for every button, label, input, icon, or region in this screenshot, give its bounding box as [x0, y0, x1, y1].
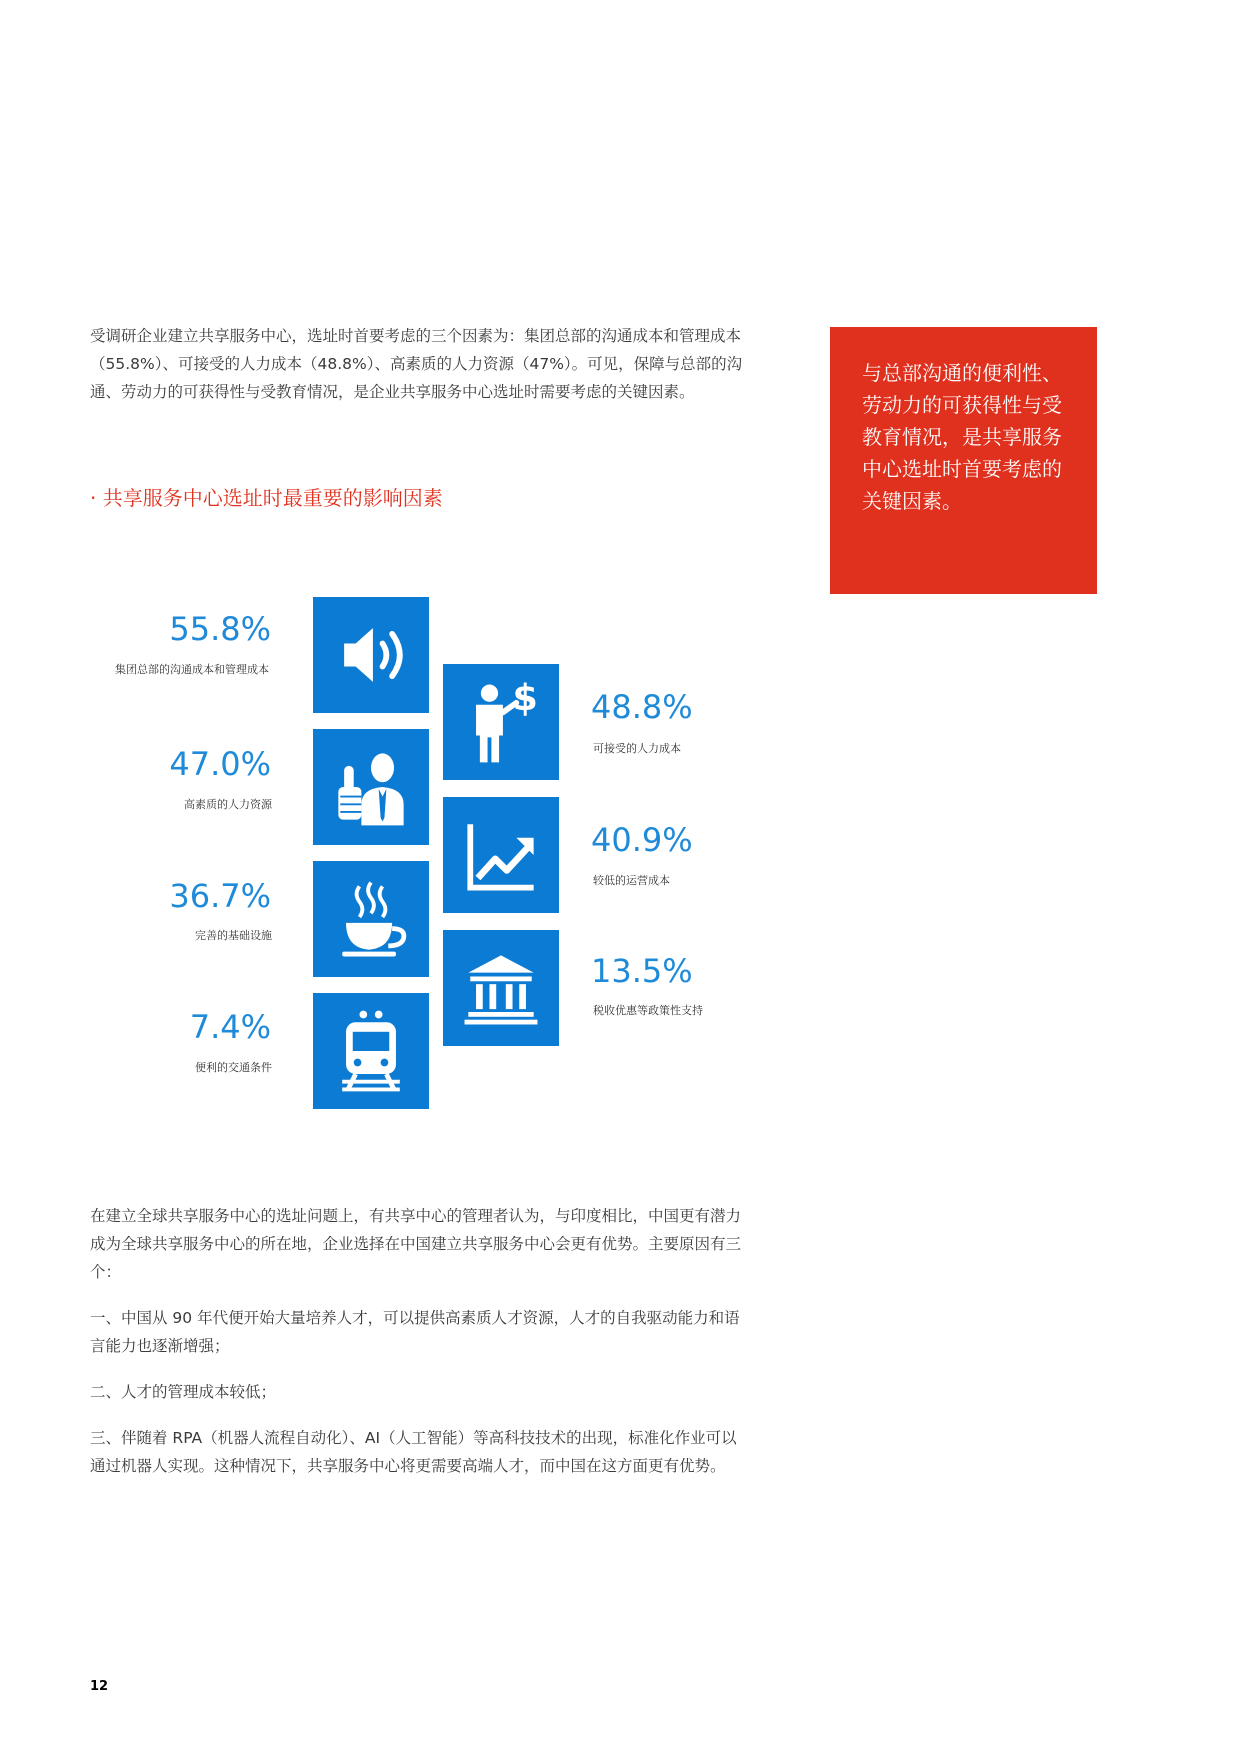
body-paragraph: 三、伴随着 RPA（机器人流程自动化）、AI（人工智能）等高科技技术的出现，标准化作业可以通过机器人实现。这种情况下，共享服务中心将更需要高端人才，而中国在这方面更有优势。: [90, 1429, 737, 1475]
train-icon: [323, 1003, 419, 1099]
factor-value: 13.5%: [591, 952, 693, 990]
trend-chart-tile: [443, 797, 559, 913]
train-tile: [313, 993, 429, 1109]
factor-label: 税收优惠等政策性支持: [593, 1004, 703, 1017]
businessman-dollar-icon: [453, 674, 549, 770]
thumbs-up-person-icon: [323, 739, 419, 835]
section-title: · 共享服务中心选址时最重要的影响因素: [90, 486, 443, 510]
hot-cup-icon: [323, 871, 419, 967]
government-building-icon: [453, 940, 549, 1036]
factor-label: 可接受的人力成本: [593, 742, 681, 755]
factor-value: 47.0%: [169, 745, 271, 783]
factor-label: 高素质的人力资源: [184, 798, 272, 811]
callout-box: [830, 327, 1097, 594]
factor-value: 55.8%: [169, 610, 271, 648]
factor-label: 完善的基础设施: [195, 929, 272, 942]
speaker-icon-tile: [313, 597, 429, 713]
trend-chart-icon: [453, 807, 549, 903]
factor-label: 集团总部的沟通成本和管理成本: [115, 663, 269, 676]
factor-value: 36.7%: [169, 877, 271, 915]
page-number: 12: [90, 1679, 109, 1694]
factor-value: 40.9%: [591, 821, 693, 859]
government-building-tile: [443, 930, 559, 1046]
intro-paragraph: 受调研企业建立共享服务中心，选址时首要考虑的三个因素为：集团总部的沟通成本和管理成本（55.8%）、可接受的人力成本（48.8%）、高素质的人力资源（47%）。可见，保障与总部的沟通、劳动力的可获得性与受教育情况，是企业共享服务中心选址时需要考虑的关键因素。: [90, 327, 743, 401]
body-paragraph: 一、中国从 90 年代便开始大量培养人才，可以提供高素质人才资源，人才的自我驱动能力和语言能力也逐渐增强；: [90, 1309, 740, 1355]
factor-value: 48.8%: [591, 688, 693, 726]
body-text: [90, 1202, 750, 1480]
svg-text:$: $: [512, 676, 538, 720]
thumbs-up-person-tile: [313, 729, 429, 845]
body-paragraph: 二、人才的管理成本较低；: [90, 1383, 277, 1401]
factor-value: 7.4%: [189, 1008, 271, 1046]
factor-label: 较低的运营成本: [593, 874, 670, 887]
factor-label: 便利的交通条件: [195, 1061, 272, 1074]
businessman-dollar-tile: [443, 664, 559, 780]
hot-cup-tile: [313, 861, 429, 977]
body-paragraph: 在建立全球共享服务中心的选址问题上，有共享中心的管理者认为，与印度相比，中国更有潜力成为全球共享服务中心的所在地，企业选择在中国建立共享服务中心会更有优势。主要原因有三个：: [90, 1207, 742, 1281]
callout-text: 与总部沟通的便利性、劳动力的可获得性与受教育情况，是共享服务中心选址时首要考虑的关键因素。: [862, 361, 1062, 513]
speaker-icon: [323, 607, 419, 703]
